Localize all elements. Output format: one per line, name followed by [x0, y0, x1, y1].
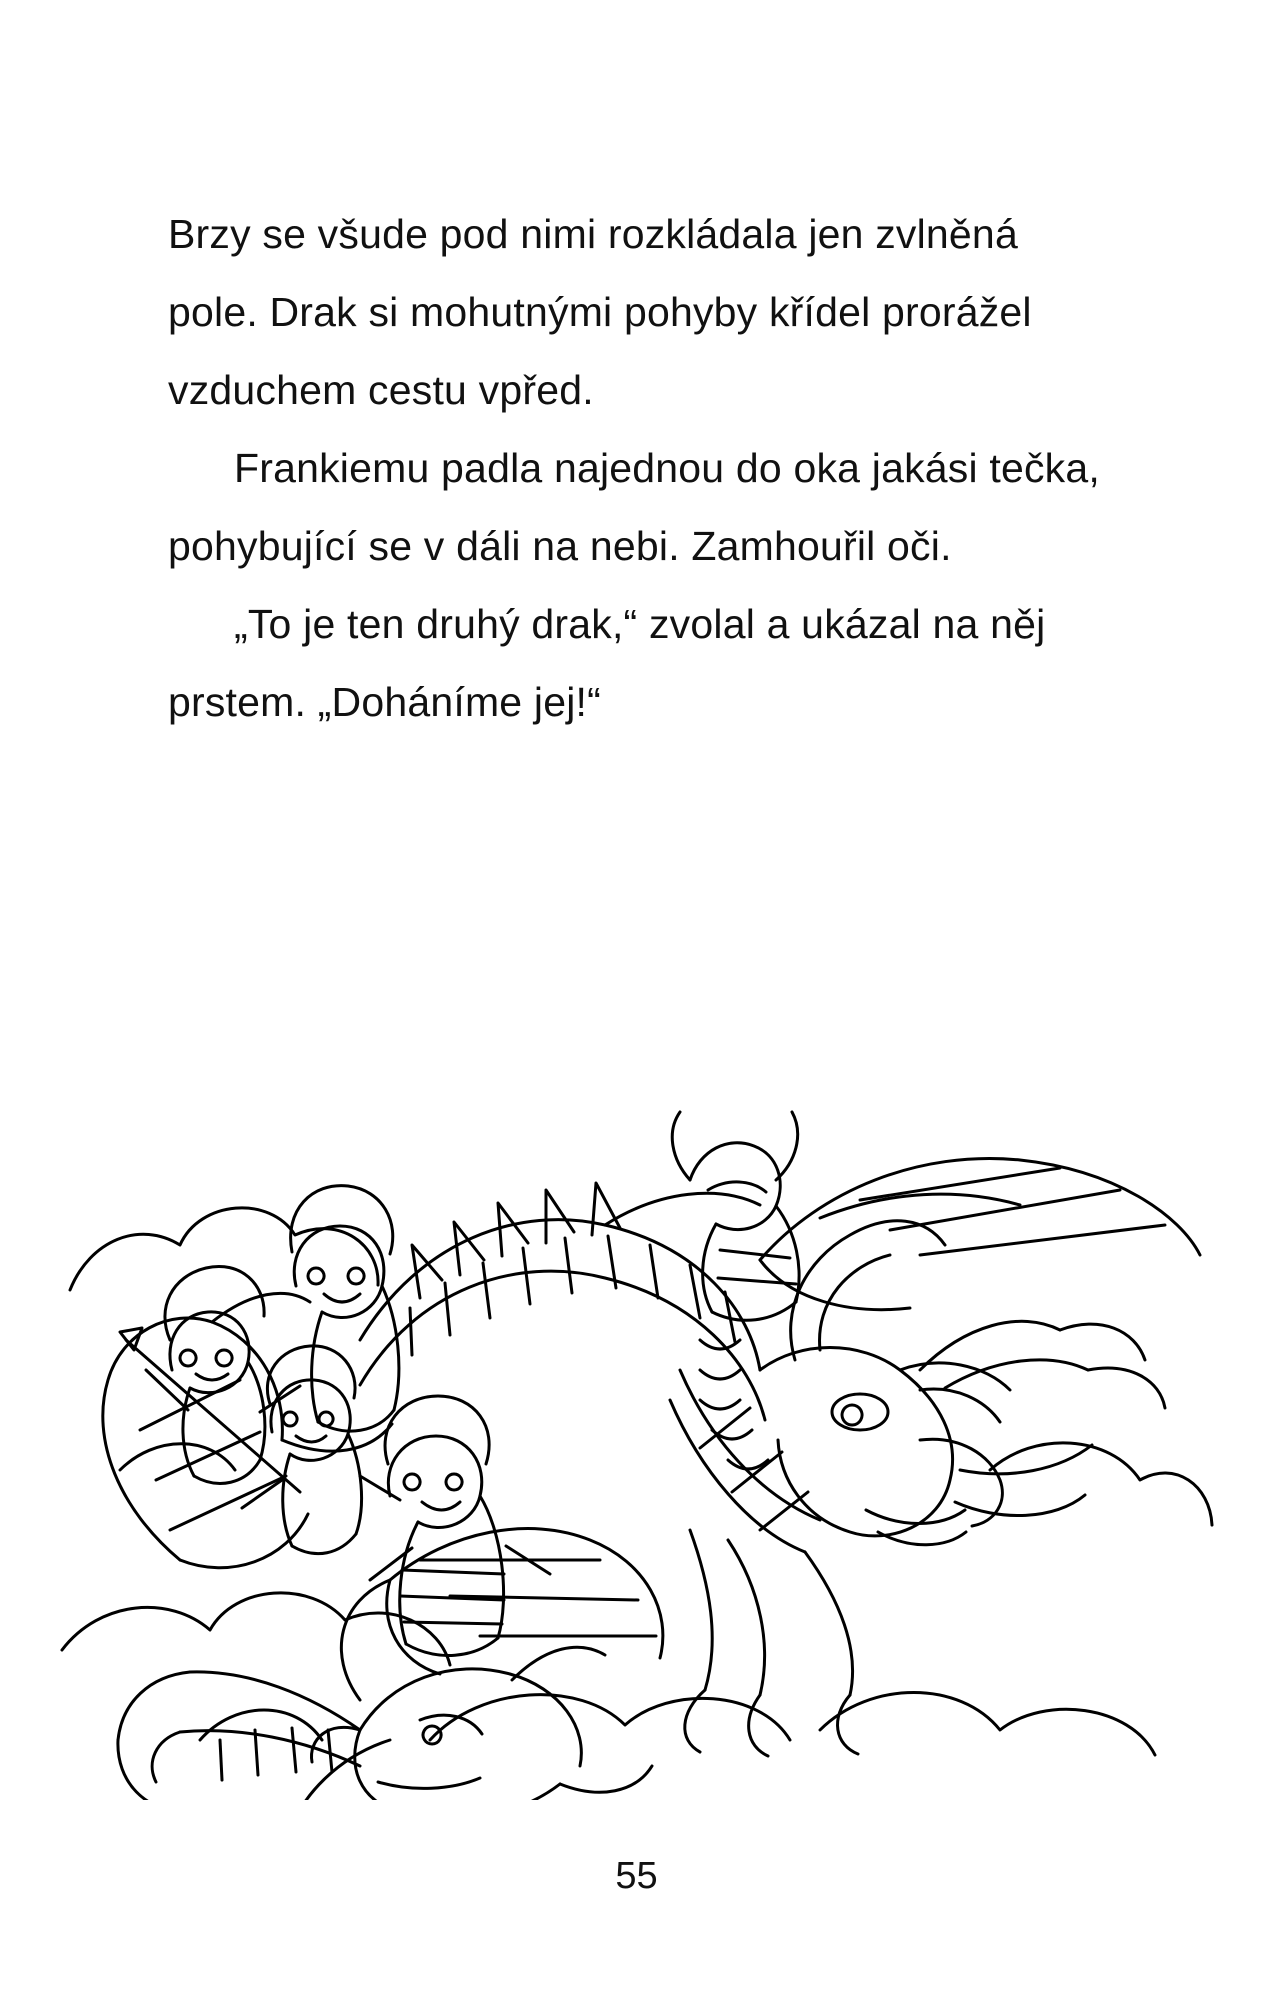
page-number: 55	[615, 1855, 658, 1897]
paragraph-1: Brzy se všude pod nimi rozkládala jen zvlněná pole. Drak si mohutnými pohyby křídel prorážel vzduchem cestu vpřed.	[168, 211, 1032, 413]
paragraph-2: Frankiemu padla najednou do oka jakási tečka, pohybující se v dáli na nebi. Zamhouřil oči.	[168, 445, 1100, 569]
illustration-two-dragons	[60, 1040, 1215, 1800]
page-text-block	[168, 195, 1108, 741]
paragraph-3: „To je ten druhý drak,“ zvolal a ukázal na něj prstem. „Doháníme jej!“	[168, 601, 1046, 725]
